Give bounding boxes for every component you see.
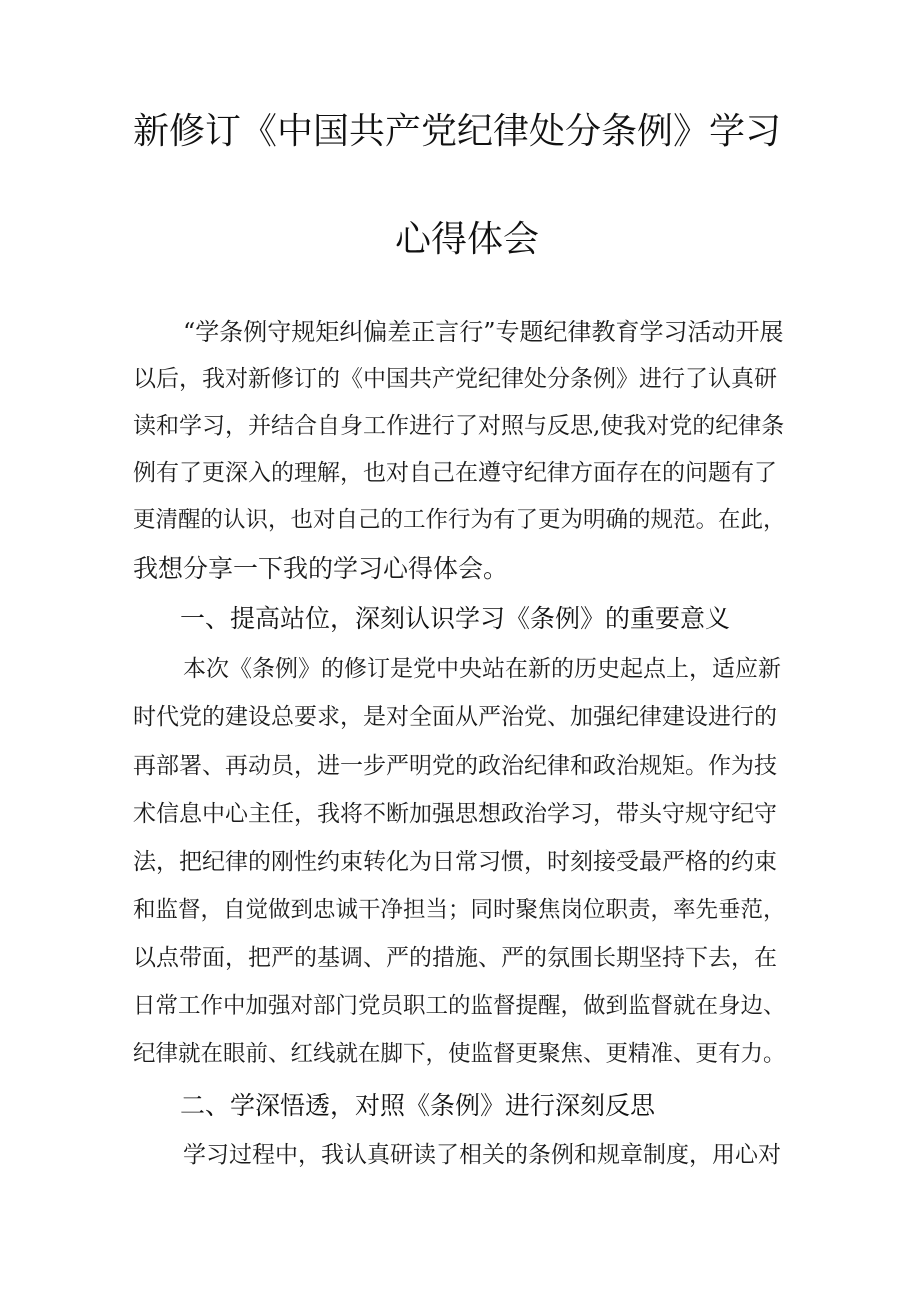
- intro-line-3: 读和学习，并结合自身工作进行了对照与反思,使我对党的纪律条: [133, 413, 785, 439]
- document-title-line-2: 心得体会: [395, 219, 540, 260]
- section-1-line-7: 以点带面，把严的基调、严的措施、严的氛围长期坚持下去，在: [133, 945, 777, 971]
- section-2-line-1: 学习过程中，我认真研读了相关的条例和规章制度，用心对: [183, 1142, 781, 1168]
- section-1-line-4: 术信息中心主任，我将不断加强思想政治学习，带头守规守纪守: [133, 801, 777, 827]
- intro-line-2: 以后，我对新修订的《中国共产党纪律处分条例》进行了认真研: [133, 366, 777, 392]
- section-1-line-3: 再部署、再动员，进一步严明党的政治纪律和政治规矩。作为技: [133, 753, 777, 779]
- section-1-heading: 一、提高站位，深刻认识学习《条例》的重要意义: [180, 604, 731, 633]
- intro-line-5: 更清醒的认识，也对自己的工作行为有了更为明确的规范。在此，: [133, 507, 786, 533]
- section-1-line-1: 本次《条例》的修订是党中央站在新的历史起点上，适应新: [183, 656, 781, 682]
- section-2-heading: 二、学深悟透，对照《条例》进行深刻反思: [180, 1091, 656, 1120]
- section-1-line-2: 时代党的建设总要求，是对全面从严治党、加强纪律建设进行的: [133, 704, 777, 730]
- section-1-line-9: 纪律就在眼前、红线就在脚下，使监督更聚焦、更精准、更有力。: [133, 1041, 786, 1067]
- section-1-line-6: 和监督，自觉做到忠诚干净担当；同时聚焦岗位职责，率先垂范，: [133, 897, 786, 923]
- intro-line-6: 我想分享一下我的学习心得体会。: [133, 554, 509, 583]
- document-title-line-1: 新修订《中国共产党纪律处分条例》学习: [133, 111, 782, 152]
- intro-line-4: 例有了更深入的理解，也对自己在遵守纪律方面存在的问题有了: [133, 460, 777, 486]
- section-1-line-8: 日常工作中加强对部门党员职工的监督提醒，做到监督就在身边、: [133, 993, 786, 1019]
- intro-line-1: “学条例守规矩纠偏差正言行”专题纪律教育学习活动开展: [183, 318, 784, 346]
- section-1-line-5: 法，把纪律的刚性约束转化为日常习惯，时刻接受最严格的约束: [133, 849, 777, 875]
